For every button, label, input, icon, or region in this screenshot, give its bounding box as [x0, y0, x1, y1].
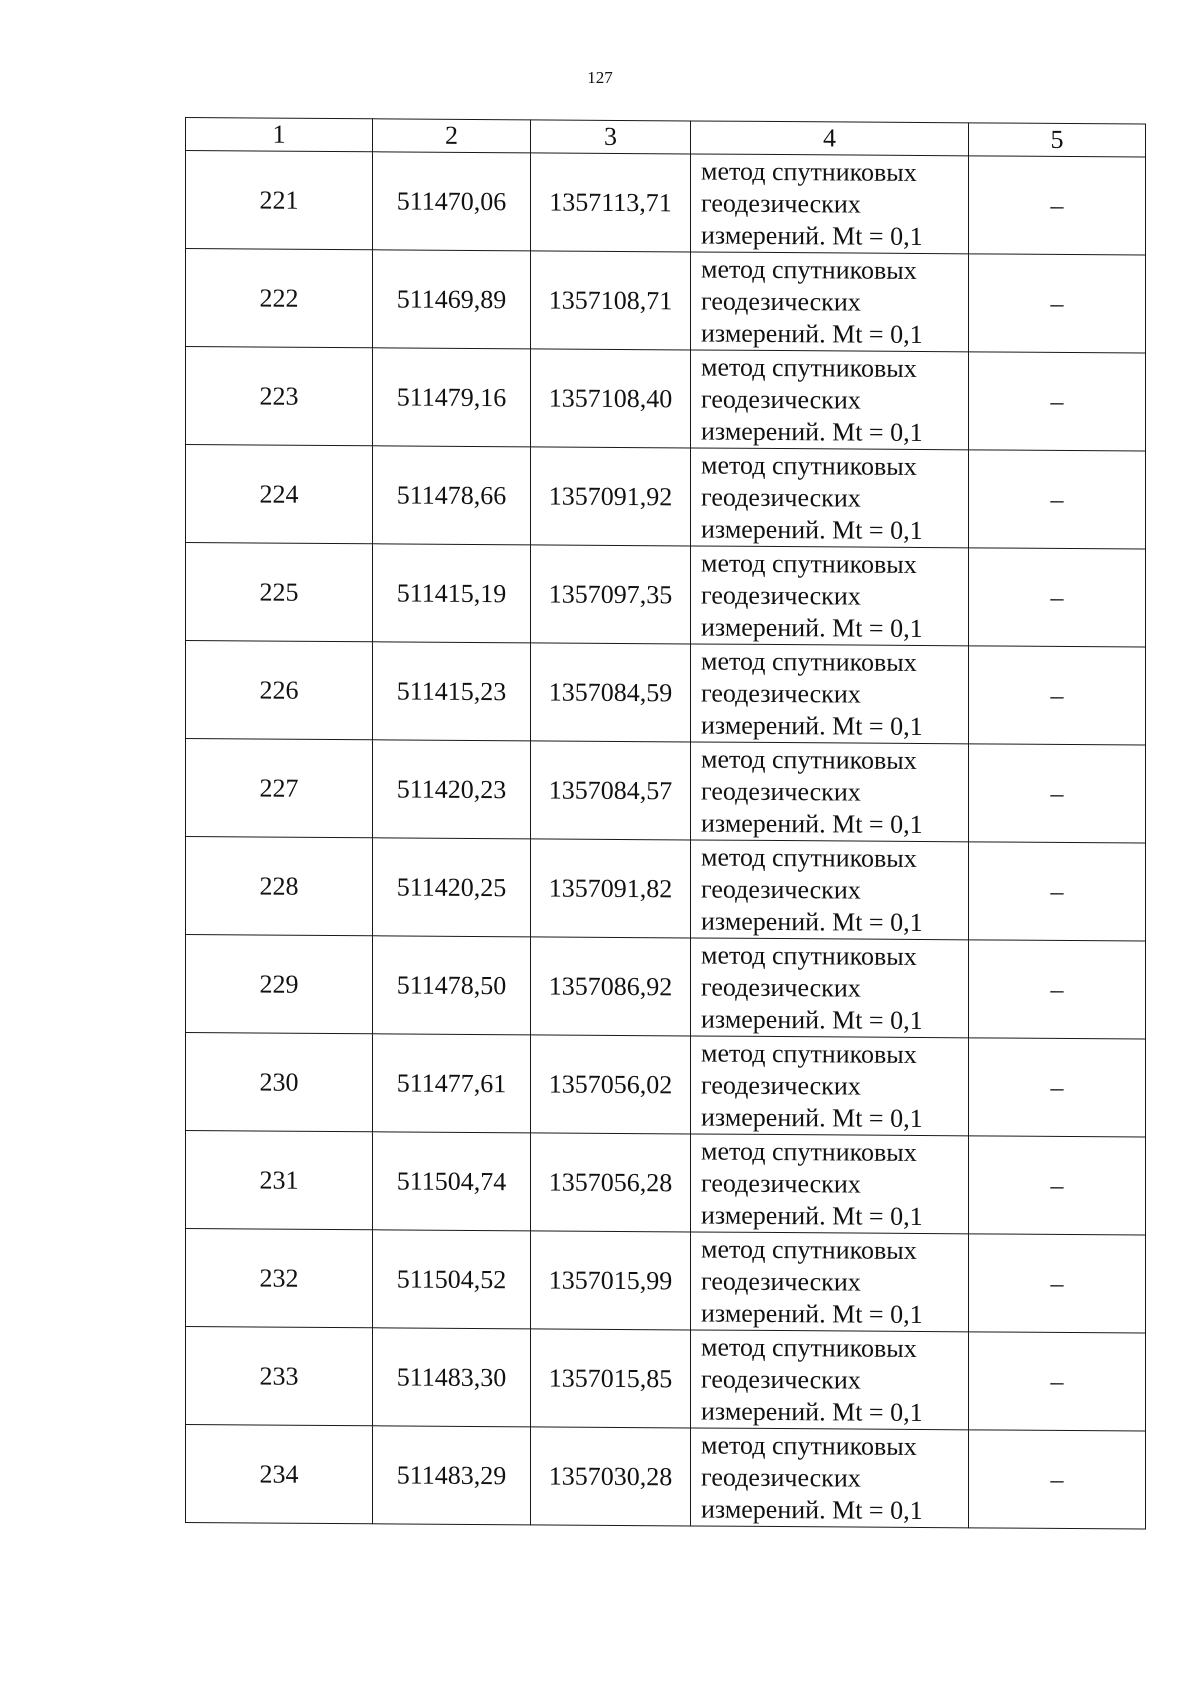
coordinate-y: 1357113,71 [531, 153, 691, 252]
method-line-2: геодезических [701, 188, 861, 219]
table-row [186, 1327, 1146, 1432]
method-line-2: геодезических [701, 1364, 861, 1395]
coordinate-x: 511478,50 [373, 936, 531, 1035]
point-number: 224 [186, 445, 373, 544]
method-line-1: метод спутниковых [701, 254, 917, 285]
method-line-2: геодезических [701, 874, 861, 905]
coordinate-x: 511504,74 [373, 1132, 531, 1231]
method-line-2: геодезических [701, 1168, 861, 1199]
table-row [186, 1425, 1146, 1530]
coordinate-x: 511420,25 [373, 838, 531, 937]
coordinate-y: 1357086,92 [531, 937, 691, 1036]
method-line-3: измерений. Mt = 0,1 [701, 416, 923, 447]
table-row [186, 837, 1146, 942]
table-row [186, 543, 1146, 648]
coordinate-y: 1357015,99 [531, 1231, 691, 1330]
method-line-2: геодезических [701, 286, 861, 317]
method-line-1: метод спутниковых [701, 842, 917, 873]
coordinate-y: 1357091,92 [531, 447, 691, 546]
coordinate-x: 511420,23 [373, 740, 531, 839]
header-col-4: 4 [691, 121, 969, 156]
note-cell: – [969, 1332, 1146, 1431]
page-number: 127 [587, 68, 613, 87]
method-line-3: измерений. Mt = 0,1 [701, 906, 923, 937]
method-line-1: метод спутниковых [701, 156, 917, 187]
table-row [186, 1229, 1146, 1334]
method-line-3: измерений. Mt = 0,1 [701, 1494, 923, 1525]
point-number: 232 [186, 1229, 373, 1328]
note-cell: – [969, 940, 1146, 1039]
coordinate-y: 1357084,59 [531, 643, 691, 742]
coordinate-y: 1357084,57 [531, 741, 691, 840]
coordinate-y: 1357108,71 [531, 251, 691, 350]
method-description [691, 154, 969, 254]
coordinate-x: 511415,19 [373, 544, 531, 643]
table-row [186, 151, 1146, 256]
coordinate-y: 1357015,85 [531, 1329, 691, 1428]
method-description [691, 742, 969, 842]
table-row [186, 249, 1146, 354]
point-number: 221 [186, 151, 373, 250]
point-number: 222 [186, 249, 373, 348]
note-cell: – [969, 352, 1146, 451]
note-cell: – [969, 1234, 1146, 1333]
coordinate-y: 1357091,82 [531, 839, 691, 938]
note-cell: – [969, 156, 1146, 255]
point-number: 230 [186, 1033, 373, 1132]
coordinate-y: 1357056,28 [531, 1133, 691, 1232]
coordinate-y: 1357056,02 [531, 1035, 691, 1134]
method-description [691, 1428, 969, 1528]
method-line-3: измерений. Mt = 0,1 [701, 1004, 923, 1035]
point-number: 234 [186, 1425, 373, 1524]
table-row [186, 347, 1146, 452]
point-number: 228 [186, 837, 373, 936]
header-col-1: 1 [186, 118, 373, 152]
method-description [691, 1330, 969, 1430]
coordinate-y: 1357097,35 [531, 545, 691, 644]
table-row [186, 1033, 1146, 1138]
note-cell: – [969, 646, 1146, 745]
coordinate-x: 511478,66 [373, 446, 531, 545]
method-description [691, 252, 969, 352]
coordinate-y: 1357108,40 [531, 349, 691, 448]
method-line-1: метод спутниковых [701, 548, 917, 579]
method-line-3: измерений. Mt = 0,1 [701, 1102, 923, 1133]
method-line-1: метод спутниковых [701, 1234, 917, 1265]
method-description [691, 1134, 969, 1234]
coordinate-x: 511483,30 [373, 1328, 531, 1427]
method-line-1: метод спутниковых [701, 1038, 917, 1069]
method-description [691, 350, 969, 450]
method-line-3: измерений. Mt = 0,1 [701, 808, 923, 839]
point-number: 229 [186, 935, 373, 1034]
table-row [186, 445, 1146, 550]
method-line-1: метод спутниковых [701, 1332, 917, 1363]
note-cell: – [969, 254, 1146, 353]
method-description [691, 840, 969, 940]
method-description [691, 644, 969, 744]
method-line-1: метод спутниковых [701, 352, 917, 383]
method-line-1: метод спутниковых [701, 744, 917, 775]
method-line-1: метод спутниковых [701, 646, 917, 677]
method-description [691, 448, 969, 548]
point-number: 227 [186, 739, 373, 838]
coordinates-table [185, 117, 1146, 1530]
method-line-3: измерений. Mt = 0,1 [701, 1396, 923, 1427]
point-number: 226 [186, 641, 373, 740]
table-row [186, 935, 1146, 1040]
method-line-1: метод спутниковых [701, 940, 917, 971]
method-line-2: геодезических [701, 972, 861, 1003]
method-line-2: геодезических [701, 1070, 861, 1101]
coordinate-x: 511479,16 [373, 348, 531, 447]
note-cell: – [969, 744, 1146, 843]
method-line-2: геодезических [701, 1462, 861, 1493]
coordinate-y: 1357030,28 [531, 1427, 691, 1526]
method-line-1: метод спутниковых [701, 450, 917, 481]
header-col-5: 5 [969, 123, 1146, 157]
method-description [691, 1232, 969, 1332]
point-number: 225 [186, 543, 373, 642]
method-line-3: измерений. Mt = 0,1 [701, 612, 923, 643]
note-cell: – [969, 548, 1146, 647]
method-line-1: метод спутниковых [701, 1430, 917, 1461]
coordinate-x: 511415,23 [373, 642, 531, 741]
method-line-2: геодезических [701, 678, 861, 709]
note-cell: – [969, 1430, 1146, 1529]
method-line-1: метод спутниковых [701, 1136, 917, 1167]
method-line-3: измерений. Mt = 0,1 [701, 1298, 923, 1329]
table-body [186, 151, 1146, 1530]
note-cell: – [969, 842, 1146, 941]
method-line-3: измерений. Mt = 0,1 [701, 514, 923, 545]
header-col-2: 2 [373, 119, 531, 153]
method-line-2: геодезических [701, 580, 861, 611]
method-line-3: измерений. Mt = 0,1 [701, 710, 923, 741]
method-line-3: измерений. Mt = 0,1 [701, 1200, 923, 1231]
point-number: 233 [186, 1327, 373, 1426]
note-cell: – [969, 1136, 1146, 1235]
method-line-2: геодезических [701, 384, 861, 415]
method-line-3: измерений. Mt = 0,1 [701, 318, 923, 349]
point-number: 223 [186, 347, 373, 446]
coordinate-x: 511477,61 [373, 1034, 531, 1133]
note-cell: – [969, 450, 1146, 549]
header-col-3: 3 [531, 120, 691, 154]
coordinate-x: 511504,52 [373, 1230, 531, 1329]
table-row [186, 739, 1146, 844]
coordinate-x: 511469,89 [373, 250, 531, 349]
method-line-3: измерений. Mt = 0,1 [701, 220, 923, 251]
method-description [691, 546, 969, 646]
table-row [186, 641, 1146, 746]
point-number: 231 [186, 1131, 373, 1230]
method-line-2: геодезических [701, 1266, 861, 1297]
note-cell: – [969, 1038, 1146, 1137]
method-description [691, 1036, 969, 1136]
method-line-2: геодезических [701, 776, 861, 807]
method-line-2: геодезических [701, 482, 861, 513]
coordinate-x: 511470,06 [373, 152, 531, 251]
coordinate-x: 511483,29 [373, 1426, 531, 1525]
table-row [186, 1131, 1146, 1236]
method-description [691, 938, 969, 1038]
